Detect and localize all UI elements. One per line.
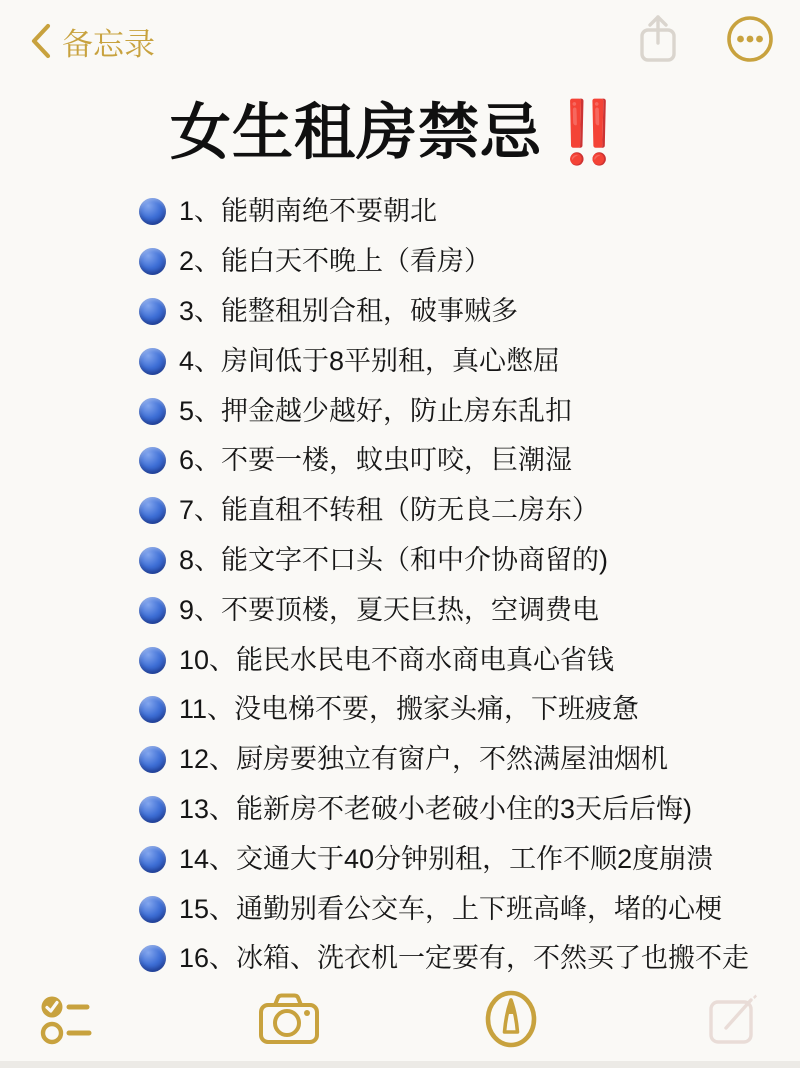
list-item [139,934,780,984]
list-item-text[interactable]: 5、押金越少越好，防止房东乱扣 [179,395,573,426]
back-button-label: 备忘录 [62,26,155,62]
list-item [139,785,780,835]
list-item-text[interactable]: 6、不要一楼，蚊虫叮咬，巨潮湿 [179,445,573,476]
list-item [139,287,780,337]
list-item [139,635,780,685]
note-title-text: 女生租房禁忌 [170,98,543,166]
blue-circle-bullet-icon [139,896,166,923]
share-button[interactable] [638,14,678,69]
list-item-text[interactable]: 11、没电梯不要，搬家头痛，下班疲惫 [179,694,640,725]
list-item [139,486,780,536]
blue-circle-bullet-icon [139,746,166,773]
nav-actions [638,14,774,69]
camera-button[interactable] [257,989,321,1053]
blue-circle-bullet-icon [139,198,166,225]
list-item [139,536,780,586]
list-item [139,735,780,785]
blue-circle-bullet-icon [139,447,166,474]
list-item-text[interactable]: 9、不要顶楼，夏天巨热，空调费电 [179,594,600,625]
list-item-text[interactable]: 7、能直租不转租（防无良二房东） [179,495,600,526]
blue-circle-bullet-icon [139,945,166,972]
markup-pen-icon [482,988,540,1055]
list-item-text[interactable]: 3、能整租别合租，破事贼多 [179,295,519,326]
blue-circle-bullet-icon [139,248,166,275]
list-item [139,336,780,386]
blue-circle-bullet-icon [139,796,166,823]
list-item-text[interactable]: 12、厨房要独立有窗户，不然满屋油烟机 [179,744,669,775]
double-exclamation-emoji: ‼️ [550,98,630,166]
list-item-text[interactable]: 2、能白天不晚上（看房） [179,246,492,277]
markup-button[interactable] [479,989,543,1053]
list-item-text[interactable]: 8、能文字不口头（和中介协商留的) [179,544,609,575]
share-icon [638,14,678,69]
checklist-button[interactable] [34,989,98,1053]
list-item-text[interactable]: 1、能朝南绝不要朝北 [179,196,438,227]
blue-circle-bullet-icon [139,298,166,325]
blue-circle-bullet-icon [139,497,166,524]
camera-icon [258,992,320,1051]
blue-circle-bullet-icon [139,348,166,375]
list-item [139,237,780,287]
more-options-button[interactable] [726,15,774,68]
blue-circle-bullet-icon [139,597,166,624]
blue-circle-bullet-icon [139,696,166,723]
blue-circle-bullet-icon [139,647,166,674]
note-title[interactable] [0,84,800,171]
list-item-text[interactable]: 13、能新房不老破小老破小住的3天后后悔) [179,793,693,824]
bottom-divider [0,1061,800,1068]
list-item [139,436,780,486]
blue-circle-bullet-icon [139,547,166,574]
list-item-text[interactable]: 14、交通大于40分钟别租，工作不顺2度崩溃 [179,843,714,874]
list-item [139,187,780,237]
list-item [139,884,780,934]
blue-circle-bullet-icon [139,398,166,425]
ellipsis-circle-icon [726,15,774,68]
checklist-icon [37,990,95,1053]
list-item [139,386,780,436]
list-item-text[interactable]: 15、通勤别看公交车，上下班高峰，堵的心梗 [179,893,723,924]
list-item [139,834,780,884]
list-item-text[interactable]: 16、冰箱、洗衣机一定要有，不然买了也搬不走 [179,943,750,974]
chevron-left-icon [30,22,52,60]
navigation-bar [0,0,800,82]
compose-button[interactable] [702,989,766,1053]
list-item [139,685,780,735]
list-item-text[interactable]: 10、能民水民电不商水商电真心省钱 [179,644,615,675]
blue-circle-bullet-icon [139,846,166,873]
compose-icon [706,991,762,1052]
note-body-list [139,187,780,984]
list-item [139,585,780,635]
back-button[interactable] [30,19,155,64]
list-item-text[interactable]: 4、房间低于8平别租，真心憋屈 [179,345,561,376]
bottom-toolbar [0,981,800,1061]
